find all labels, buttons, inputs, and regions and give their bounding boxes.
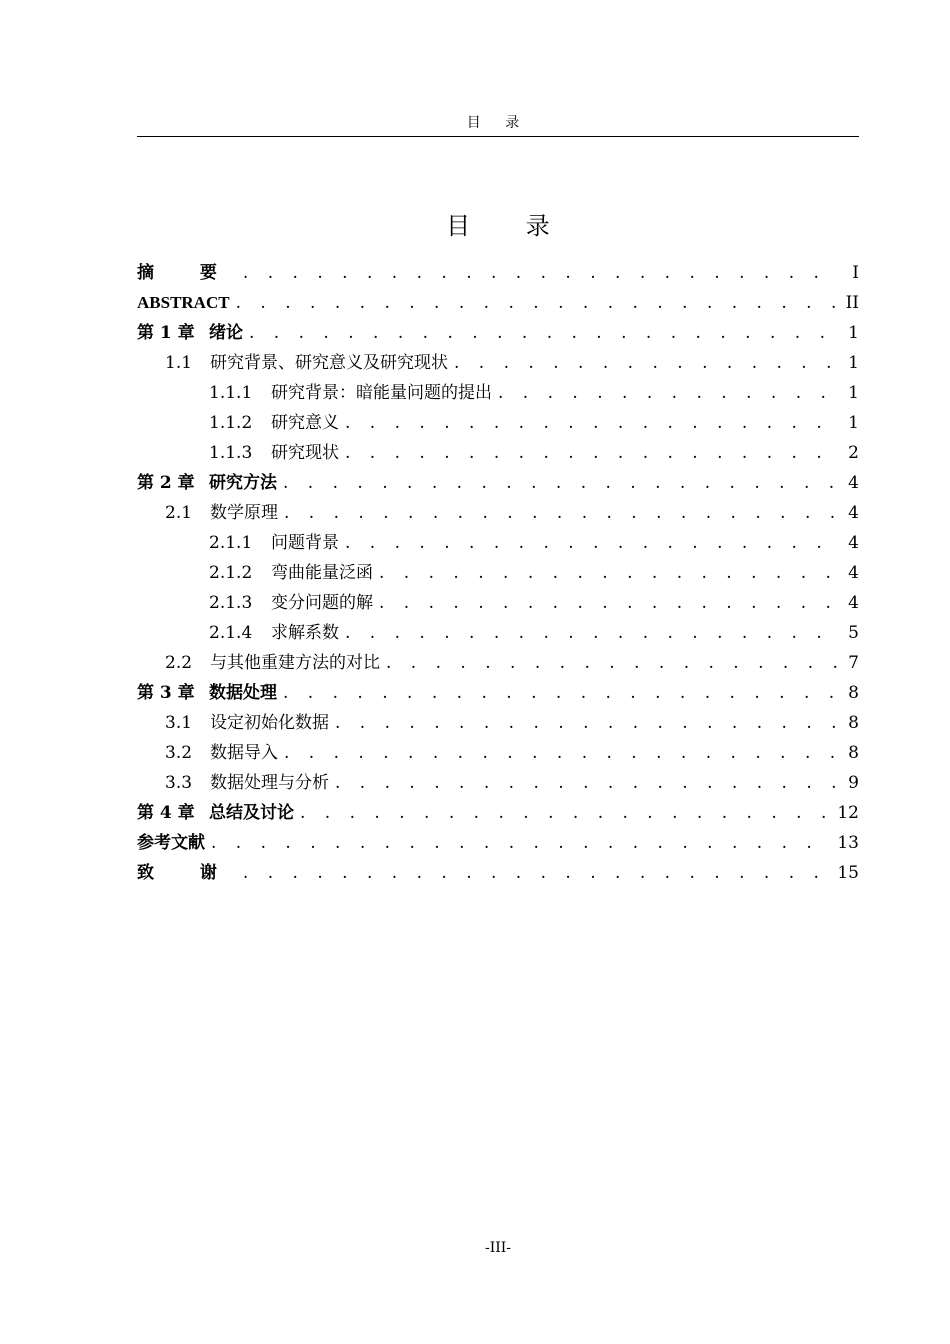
toc-entry-label: 求解系数 (271, 623, 339, 643)
toc-entry-page: 12 (837, 803, 859, 823)
toc-entry-label: 摘 要 (137, 263, 237, 283)
toc-entry-page: 1 (848, 383, 859, 403)
dot-leader (211, 828, 831, 858)
toc-entry-label: 研究意义 (271, 413, 339, 433)
toc-entry-chapter-2[interactable] (137, 468, 859, 498)
toc-entry-label: 总结及讨论 (209, 803, 294, 823)
toc-entry-page: 1 (848, 413, 859, 433)
toc-entry-chapter-3[interactable] (137, 678, 859, 708)
toc-entry-number: 1.1.2 (209, 413, 253, 433)
toc-entry-label: 参考文献 (137, 833, 205, 853)
toc-entry-abstract-cn[interactable] (137, 258, 859, 288)
dot-leader (283, 468, 839, 498)
dot-leader (379, 558, 839, 588)
toc-entry-page: 4 (848, 533, 859, 553)
toc-entry-label: 数据导入 (210, 743, 278, 763)
toc-entry-number: 1.1.3 (209, 443, 253, 463)
toc-entry-chapter-1[interactable] (137, 318, 859, 348)
toc-entry-number: 3.3 (165, 773, 193, 793)
dot-leader (249, 318, 839, 348)
toc-entry-label: 数据处理 (209, 683, 277, 703)
toc-entry-label: ABSTRACT (137, 293, 230, 312)
toc-entry-label: 问题背景 (271, 533, 339, 553)
dot-leader (300, 798, 831, 828)
toc-entry-section-3-3[interactable] (137, 768, 859, 798)
dot-leader (345, 528, 839, 558)
toc-entry-acknowledgements[interactable] (137, 858, 859, 888)
toc-entry-page: 4 (848, 563, 859, 583)
toc-entry-page: 13 (837, 833, 859, 853)
toc-entry-section-2-2[interactable] (137, 648, 859, 678)
toc-entry-page: I (852, 263, 859, 283)
toc-entry-number: 第 3 章 (137, 683, 195, 703)
dot-leader (335, 768, 839, 798)
toc-entry-number: 1.1 (165, 353, 193, 373)
toc-entry-section-2-1-1[interactable] (137, 528, 859, 558)
toc-entry-label: 研究现状 (271, 443, 339, 463)
toc-entry-page: 15 (837, 863, 859, 883)
toc-entry-label: 数据处理与分析 (210, 773, 329, 793)
toc-entry-references[interactable] (137, 828, 859, 858)
running-header: 目 录 (466, 115, 530, 131)
toc-entry-page: 4 (848, 593, 859, 613)
toc-entry-page: 9 (848, 773, 859, 793)
dot-leader (284, 498, 839, 528)
toc-entry-section-3-2[interactable] (137, 738, 859, 768)
dot-leader (345, 618, 839, 648)
toc-entry-number: 第 2 章 (137, 473, 195, 493)
dot-leader (379, 588, 839, 618)
dot-leader (345, 408, 839, 438)
dot-leader (236, 288, 839, 318)
toc-entry-section-3-1[interactable] (137, 708, 859, 738)
toc-entry-number: 2.1 (165, 503, 193, 523)
toc-entry-number: 3.1 (165, 713, 193, 733)
toc-entry-page: II (845, 293, 859, 313)
dot-leader (335, 708, 839, 738)
header-rule (137, 136, 859, 137)
dot-leader (454, 348, 839, 378)
toc-entry-page: 7 (848, 653, 859, 673)
toc-entry-number: 第 1 章 (137, 323, 195, 343)
toc-entry-number: 3.2 (165, 743, 193, 763)
toc-entry-page: 2 (848, 443, 859, 463)
toc-entry-page: 5 (848, 623, 859, 643)
toc-entry-section-2-1-2[interactable] (137, 558, 859, 588)
toc-entry-section-2-1-4[interactable] (137, 618, 859, 648)
toc-entry-number: 第 4 章 (137, 803, 195, 823)
toc-entry-section-1-1-3[interactable] (137, 438, 859, 468)
dot-leader (243, 858, 831, 888)
toc-entry-label: 弯曲能量泛函 (271, 563, 373, 583)
toc-entry-page: 1 (848, 353, 859, 373)
toc-entry-page: 4 (848, 503, 859, 523)
toc-entry-number: 2.1.3 (209, 593, 253, 613)
toc-entry-number: 1.1.1 (209, 383, 253, 403)
toc-entry-label: 研究背景、研究意义及研究现状 (210, 353, 448, 373)
toc-entry-label: 设定初始化数据 (210, 713, 329, 733)
dot-leader (386, 648, 839, 678)
toc-entry-number: 2.1.1 (209, 533, 253, 553)
toc-entry-page: 8 (848, 713, 859, 733)
toc-entry-section-1-1[interactable] (137, 348, 859, 378)
toc-entry-section-2-1-3[interactable] (137, 588, 859, 618)
toc-entry-chapter-4[interactable] (137, 798, 859, 828)
toc-entry-section-1-1-1[interactable] (137, 378, 859, 408)
toc-entry-number: 2.1.2 (209, 563, 253, 583)
toc-entry-section-1-1-2[interactable] (137, 408, 859, 438)
toc-entry-label: 研究背景：暗能量问题的提出 (271, 383, 492, 403)
toc-entry-page: 8 (848, 683, 859, 703)
page-number: -III- (484, 1240, 512, 1256)
page-title: 目 录 (446, 212, 574, 240)
toc-entry-label: 绪论 (209, 323, 243, 343)
dot-leader (284, 738, 839, 768)
dot-leader (243, 258, 839, 288)
toc-entry-page: 8 (848, 743, 859, 763)
toc-entry-abstract-en[interactable] (137, 288, 859, 318)
toc-entry-label: 研究方法 (209, 473, 277, 493)
toc-entry-label: 致 谢 (137, 863, 237, 883)
toc-entry-number: 2.2 (165, 653, 193, 673)
toc-entry-number: 2.1.4 (209, 623, 253, 643)
toc-entry-label: 与其他重建方法的对比 (210, 653, 380, 673)
toc-entry-section-2-1[interactable] (137, 498, 859, 528)
dot-leader (345, 438, 839, 468)
toc-entry-label: 变分问题的解 (271, 593, 373, 613)
dot-leader (498, 378, 839, 408)
toc-entry-page: 1 (848, 323, 859, 343)
dot-leader (283, 678, 839, 708)
toc-entry-label: 数学原理 (210, 503, 278, 523)
table-of-contents (137, 258, 859, 888)
toc-entry-page: 4 (848, 473, 859, 493)
